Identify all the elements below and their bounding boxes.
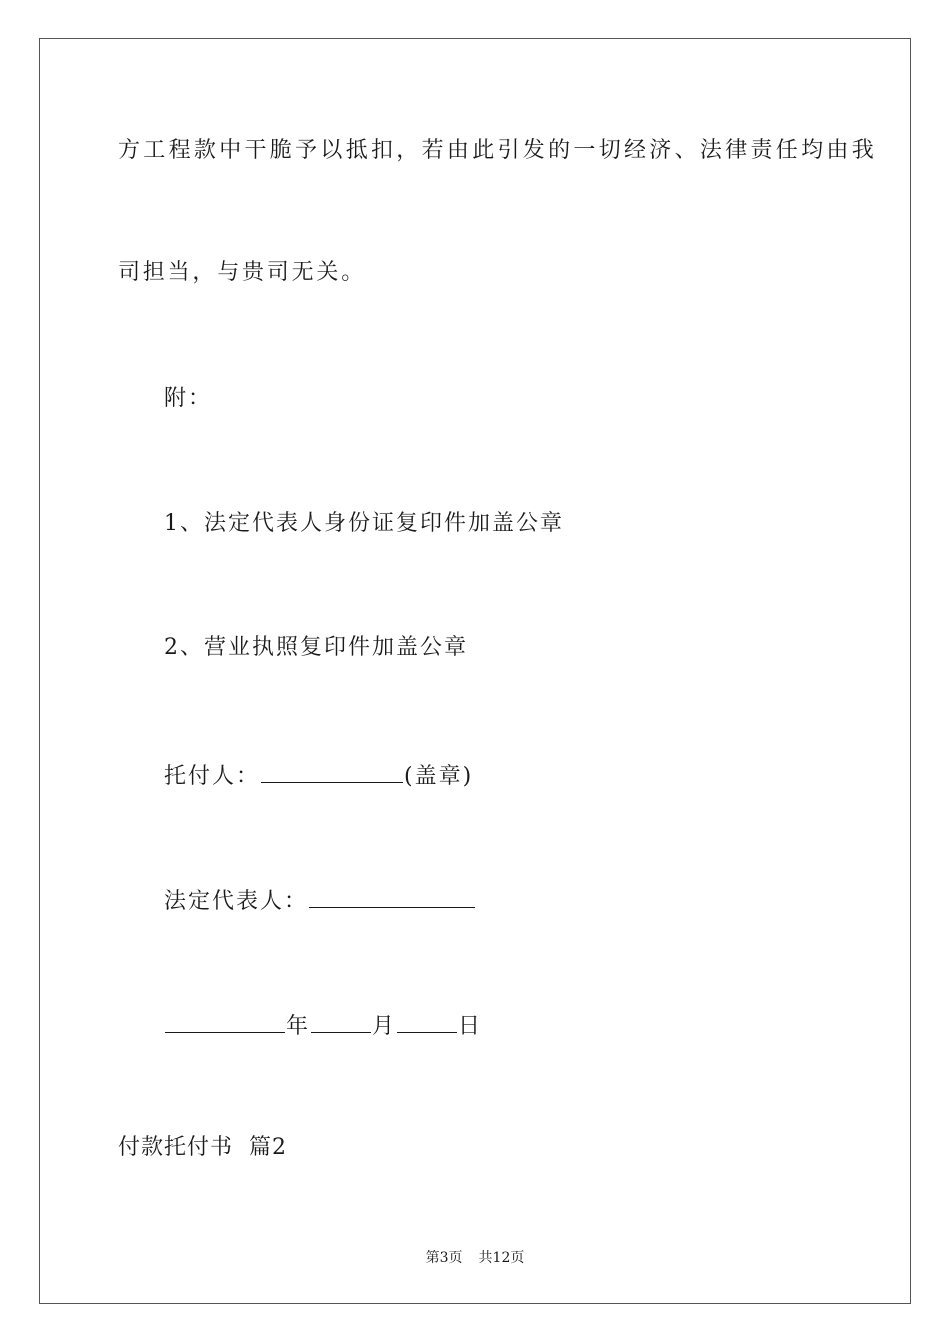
day-label: 日 xyxy=(458,1014,483,1039)
attachment-item-2: 2、营业执照复印件加盖公章 xyxy=(164,635,468,660)
date-line xyxy=(164,1008,482,1042)
month-blank xyxy=(311,1008,371,1033)
entrustor-line xyxy=(164,758,473,792)
year-label: 年 xyxy=(286,1014,311,1039)
year-blank xyxy=(165,1008,285,1033)
seal-label: (盖章) xyxy=(404,764,474,789)
next-section-title: 付款托付书 篇2 xyxy=(118,1135,287,1160)
month-label: 月 xyxy=(372,1014,397,1039)
page-total: 共12页 xyxy=(478,1250,525,1266)
page-border xyxy=(39,38,911,1304)
attachment-item-1: 1、法定代表人身份证复印件加盖公章 xyxy=(164,511,564,536)
legal-rep-blank xyxy=(309,883,475,908)
attachment-heading: 附： xyxy=(164,386,213,411)
body-paragraph-2: 司担当，与贵司无关。 xyxy=(118,260,367,285)
body-paragraph-1: 方工程款中干脆予以抵扣，若由此引发的一切经济、法律责任均由我 xyxy=(118,138,878,163)
page-footer xyxy=(0,1249,950,1267)
day-blank xyxy=(397,1008,457,1033)
entrustor-label: 托付人： xyxy=(164,764,261,789)
legal-rep-line xyxy=(164,883,476,917)
page-current: 第3页 xyxy=(425,1250,463,1266)
legal-rep-label: 法定代表人： xyxy=(164,889,309,914)
entrustor-blank xyxy=(261,758,403,783)
